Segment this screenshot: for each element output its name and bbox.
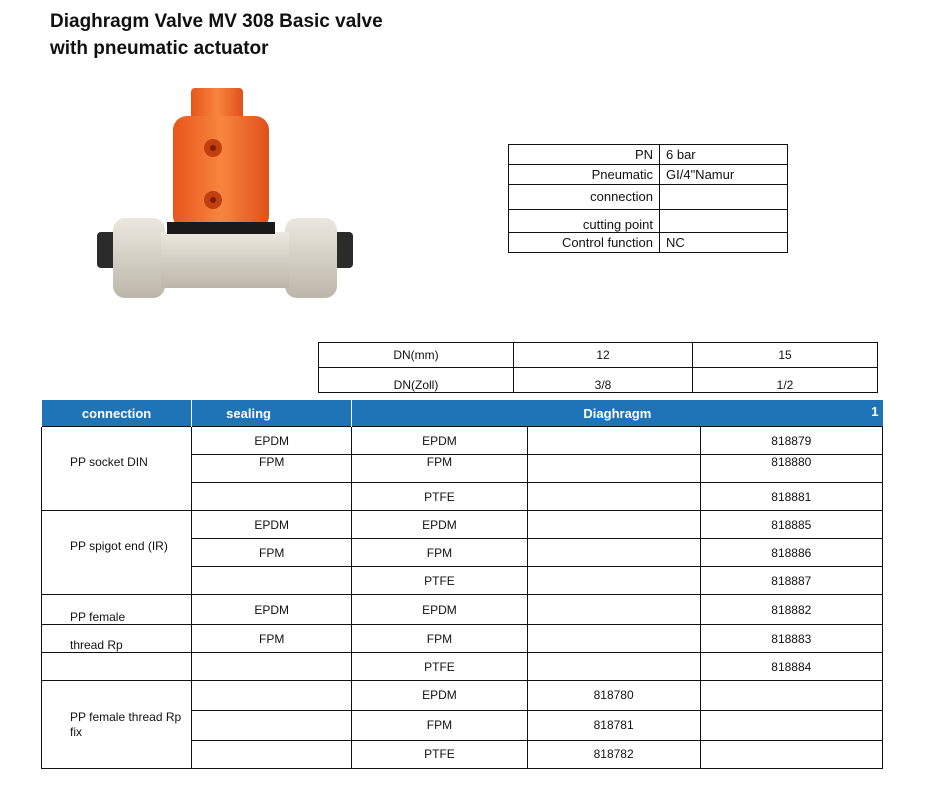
dn-mm-label: DN(mm) bbox=[319, 343, 514, 368]
diaphragm-cell: FPM bbox=[352, 625, 527, 653]
dn15-cell bbox=[700, 681, 882, 711]
diaphragm-cell: EPDM bbox=[352, 511, 527, 539]
dn-zoll-label: DN(Zoll) bbox=[319, 368, 514, 393]
table-row bbox=[42, 567, 883, 595]
dn12-cell bbox=[527, 539, 700, 567]
spec-row bbox=[509, 210, 788, 233]
table-row bbox=[42, 511, 883, 539]
connection-cell bbox=[42, 653, 192, 681]
dn12-cell bbox=[527, 625, 700, 653]
sealing-cell bbox=[192, 483, 352, 511]
sealing-cell bbox=[192, 740, 352, 769]
order-header bbox=[42, 400, 883, 427]
connection-cell bbox=[42, 483, 192, 511]
table-row bbox=[42, 595, 883, 625]
diaphragm-cell: PTFE bbox=[352, 653, 527, 681]
table-row bbox=[42, 455, 883, 483]
connection-cell bbox=[42, 567, 192, 595]
table-row bbox=[42, 625, 883, 653]
sealing-cell bbox=[192, 567, 352, 595]
dn15-cell: 818886 bbox=[700, 539, 882, 567]
spec-row bbox=[509, 165, 788, 185]
spec-row bbox=[509, 145, 788, 165]
title-line-2: with pneumatic actuator bbox=[50, 38, 269, 59]
valve-image bbox=[95, 80, 355, 310]
page-title bbox=[50, 8, 383, 62]
table-row bbox=[42, 681, 883, 711]
header-diaphragm bbox=[352, 400, 883, 427]
dn12-cell bbox=[527, 427, 700, 455]
dn12-cell: 818782 bbox=[527, 740, 700, 769]
connection-cell bbox=[42, 427, 192, 455]
dn12-cell bbox=[527, 455, 700, 483]
dn15-cell: 818885 bbox=[700, 511, 882, 539]
table-row bbox=[42, 710, 883, 740]
dn12-cell bbox=[527, 483, 700, 511]
spec-value bbox=[660, 185, 788, 210]
sealing-cell: FPM bbox=[192, 539, 352, 567]
sealing-cell bbox=[192, 653, 352, 681]
dn15-cell bbox=[700, 740, 882, 769]
spec-value: 6 bar bbox=[660, 145, 788, 165]
dn12-cell: 818780 bbox=[527, 681, 700, 711]
dn-zoll-row bbox=[319, 368, 878, 393]
dn12-cell bbox=[527, 653, 700, 681]
sealing-cell: FPM bbox=[192, 455, 352, 483]
spec-key: Pneumatic bbox=[509, 165, 660, 185]
dn15-cell: 818887 bbox=[700, 567, 882, 595]
dn-zoll-12: 3/8 bbox=[514, 368, 693, 393]
dn15-cell: 818884 bbox=[700, 653, 882, 681]
diaphragm-cell: PTFE bbox=[352, 740, 527, 769]
table-row bbox=[42, 740, 883, 769]
diaphragm-cell: FPM bbox=[352, 710, 527, 740]
spec-value bbox=[660, 210, 788, 233]
sealing-cell: FPM bbox=[192, 625, 352, 653]
connection-cell: PP socket DIN bbox=[42, 455, 192, 483]
spec-row bbox=[509, 185, 788, 210]
dn15-cell: 818881 bbox=[700, 483, 882, 511]
dn-table bbox=[318, 342, 878, 393]
connection-cell bbox=[42, 740, 192, 769]
diaphragm-cell: EPDM bbox=[352, 681, 527, 711]
diaphragm-cell: FPM bbox=[352, 539, 527, 567]
table-row bbox=[42, 427, 883, 455]
dn-mm-row bbox=[319, 343, 878, 368]
dn12-cell: 818781 bbox=[527, 710, 700, 740]
connection-cell bbox=[42, 681, 192, 711]
sealing-cell: EPDM bbox=[192, 595, 352, 625]
spec-key: connection bbox=[509, 185, 660, 210]
sealing-cell bbox=[192, 681, 352, 711]
table-row bbox=[42, 483, 883, 511]
spec-row bbox=[509, 233, 788, 253]
header-sealing: sealing bbox=[192, 400, 352, 427]
connection-cell: PP female bbox=[42, 595, 192, 625]
diaphragm-cell: FPM bbox=[352, 455, 527, 483]
spec-table bbox=[508, 144, 788, 253]
sealing-cell bbox=[192, 710, 352, 740]
dn15-cell: 818882 bbox=[700, 595, 882, 625]
diaphragm-cell: EPDM bbox=[352, 427, 527, 455]
dn15-cell: 818883 bbox=[700, 625, 882, 653]
connection-cell: PP female thread Rp fix bbox=[42, 710, 192, 740]
dn12-cell bbox=[527, 595, 700, 625]
order-table bbox=[41, 400, 883, 769]
header-diaphragm-label: Diaghragm bbox=[583, 405, 652, 421]
dn15-cell bbox=[700, 710, 882, 740]
dn15-cell: 818880 bbox=[700, 455, 882, 483]
header-number: 1 bbox=[871, 404, 879, 419]
diaphragm-cell: PTFE bbox=[352, 483, 527, 511]
spec-key: PN bbox=[509, 145, 660, 165]
diaphragm-cell: PTFE bbox=[352, 567, 527, 595]
diaphragm-cell: EPDM bbox=[352, 595, 527, 625]
connection-cell: thread Rp bbox=[42, 625, 192, 653]
dn15-cell: 818879 bbox=[700, 427, 882, 455]
title-line-1: Diaghragm Valve MV 308 Basic valve bbox=[50, 11, 383, 32]
dn12-cell bbox=[527, 511, 700, 539]
spec-value: NC bbox=[660, 233, 788, 253]
dn-mm-15: 15 bbox=[693, 343, 878, 368]
dn12-cell bbox=[527, 567, 700, 595]
sealing-cell: EPDM bbox=[192, 511, 352, 539]
connection-cell bbox=[42, 511, 192, 539]
spec-value: GI/4"Namur bbox=[660, 165, 788, 185]
spec-key: Control function bbox=[509, 233, 660, 253]
dn-mm-12: 12 bbox=[514, 343, 693, 368]
table-row bbox=[42, 539, 883, 567]
table-row bbox=[42, 653, 883, 681]
header-connection: connection bbox=[42, 400, 192, 427]
spec-key: cutting point bbox=[509, 210, 660, 233]
connection-cell: PP spigot end (IR) bbox=[42, 539, 192, 567]
dn-zoll-15: 1/2 bbox=[693, 368, 878, 393]
sealing-cell: EPDM bbox=[192, 427, 352, 455]
